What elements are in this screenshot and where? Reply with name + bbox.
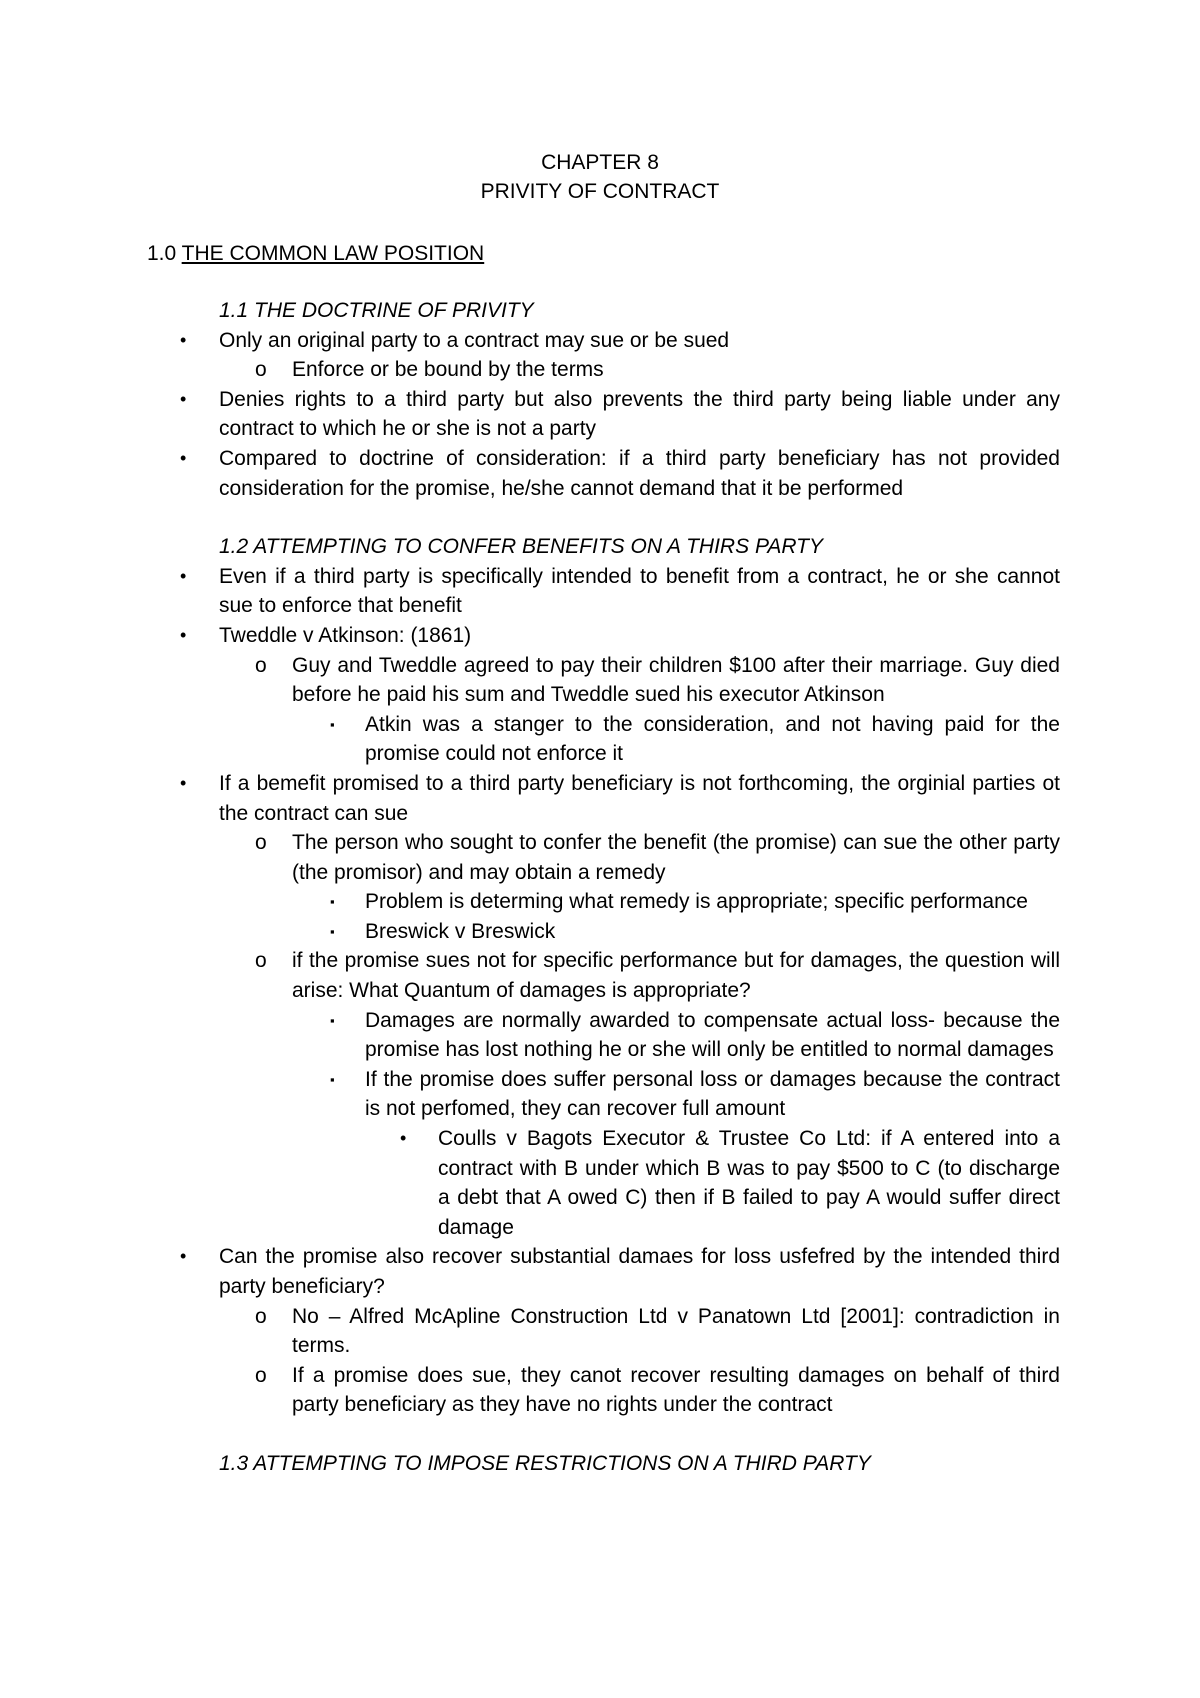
list-item (0, 917, 1200, 947)
list-item-text: Denies rights to a third party but also prevents the third party being liable under any contract to which he or she is not a party (219, 387, 1060, 441)
list-item-text: if the promise sues not for specific performance but for damages, the question will arise: What Quantum of damages is appropriate? (292, 949, 1060, 1003)
chapter-title: PRIVITY OF CONTRACT (480, 180, 720, 203)
list-item (0, 562, 1200, 621)
list-item (0, 326, 1200, 356)
bullet-marker: • (180, 1246, 187, 1267)
bullet-marker: • (180, 447, 187, 468)
section-number: 1.0 (147, 242, 182, 265)
bullet-marker: • (180, 772, 187, 793)
list-item-text: Only an original party to a contract may sue or be sued (219, 328, 730, 352)
list-item (0, 1302, 1200, 1361)
list-item (0, 1124, 1200, 1242)
circle-marker: o (255, 653, 267, 677)
list-item-text: Problem is determing what remedy is appropriate; specific performance (365, 890, 1028, 914)
square-marker: ▪ (330, 1012, 335, 1028)
subsection-heading: 1.3 ATTEMPTING TO IMPOSE RESTRICTIONS ON A THIRD PARTY (219, 1451, 871, 1475)
square-marker: ▪ (330, 923, 335, 939)
list-item-text: No – Alfred McApline Construction Ltd v Panatown Ltd [2001]: contradiction in terms. (292, 1304, 1060, 1358)
list-item (0, 355, 1200, 385)
list-item (0, 385, 1200, 444)
list-item-text: Tweddle v Atkinson: (1861) (219, 623, 472, 647)
list-item (0, 887, 1200, 917)
bullet-marker: • (180, 624, 187, 645)
list-item-text: Compared to doctrine of consideration: if a third party beneficiary has not provided consideration for the promise, he/she cannot demand that it be performed (219, 446, 1060, 500)
list-item-text: Damages are normally awarded to compensate actual loss- because the promise has lost nothing he or she will only be entitled to normal damages (365, 1008, 1060, 1062)
list-item-text: Can the promise also recover substantial damaes for loss usfefred by the intended third party beneficiary? (219, 1245, 1060, 1298)
list-item-text: If a bemefit promised to a third party beneficiary is not forthcoming, the orginial parties ot the contract can sue (219, 771, 1060, 825)
spacer (0, 1420, 1200, 1449)
bullet-marker: • (180, 388, 187, 409)
document-body (0, 296, 1200, 1479)
chapter-number: CHAPTER 8 (541, 151, 659, 174)
circle-marker: o (255, 1304, 267, 1328)
list-item-text: Even if a third party is specifically intended to benefit from a contract, he or she cannot sue to enforce that benefit (219, 564, 1060, 618)
list-item (0, 769, 1200, 828)
subsection-heading: 1.2 ATTEMPTING TO CONFER BENEFITS ON A THIRS PARTY (219, 535, 824, 559)
circle-marker: o (255, 831, 267, 855)
list-item (0, 828, 1200, 887)
circle-marker: o (255, 949, 267, 973)
list-item (0, 1361, 1200, 1420)
bullet-marker: • (180, 329, 187, 350)
list-item (0, 1242, 1200, 1301)
bullet-marker: • (400, 1128, 407, 1149)
list-item (0, 444, 1200, 503)
bullet-marker: • (180, 565, 187, 586)
list-item-text: The person who sought to confer the benefit (the promise) can sue the other party (the promisor) and may obtain a remedy (292, 831, 1060, 884)
circle-marker: o (255, 358, 267, 382)
section-title: THE COMMON LAW POSITION (181, 242, 485, 265)
spacer (0, 503, 1200, 532)
square-marker: ▪ (330, 894, 335, 910)
square-marker: ▪ (330, 716, 335, 732)
list-item-text: If the promise does suffer personal loss or damages because the contract is not perfomed, they can recover full amount (365, 1067, 1060, 1121)
list-item-text: Enforce or be bound by the terms (292, 358, 604, 382)
list-item-text: If a promise does sue, they canot recover resulting damages on behalf of third party beneficiary as they have no rights under the contract (292, 1363, 1060, 1417)
list-item-text: Breswick v Breswick (365, 919, 556, 943)
list-item-text: Coulls v Bagots Executor & Trustee Co Ltd: if A entered into a contract with B under which B was to pay $500 to C (to discharge a debt that A owed C) then if B failed to pay A would suffer direct damage (438, 1127, 1060, 1239)
list-item (0, 621, 1200, 651)
section-heading (147, 240, 484, 268)
list-item-text: Atkin was a stanger to the consideration, and not having paid for the promise could not enforce it (365, 712, 1060, 766)
list-item (0, 946, 1200, 1005)
list-item-text: Guy and Tweddle agreed to pay their children $100 after their marriage. Guy died before he paid his sum and Tweddle sued his executor Atkinson (292, 653, 1060, 707)
list-item (0, 710, 1200, 769)
list-item (0, 1065, 1200, 1124)
subsection-heading: 1.1 THE DOCTRINE OF PRIVITY (219, 299, 534, 322)
circle-marker: o (255, 1363, 267, 1387)
square-marker: ▪ (330, 1071, 335, 1087)
list-item (0, 651, 1200, 710)
list-item (0, 1006, 1200, 1065)
